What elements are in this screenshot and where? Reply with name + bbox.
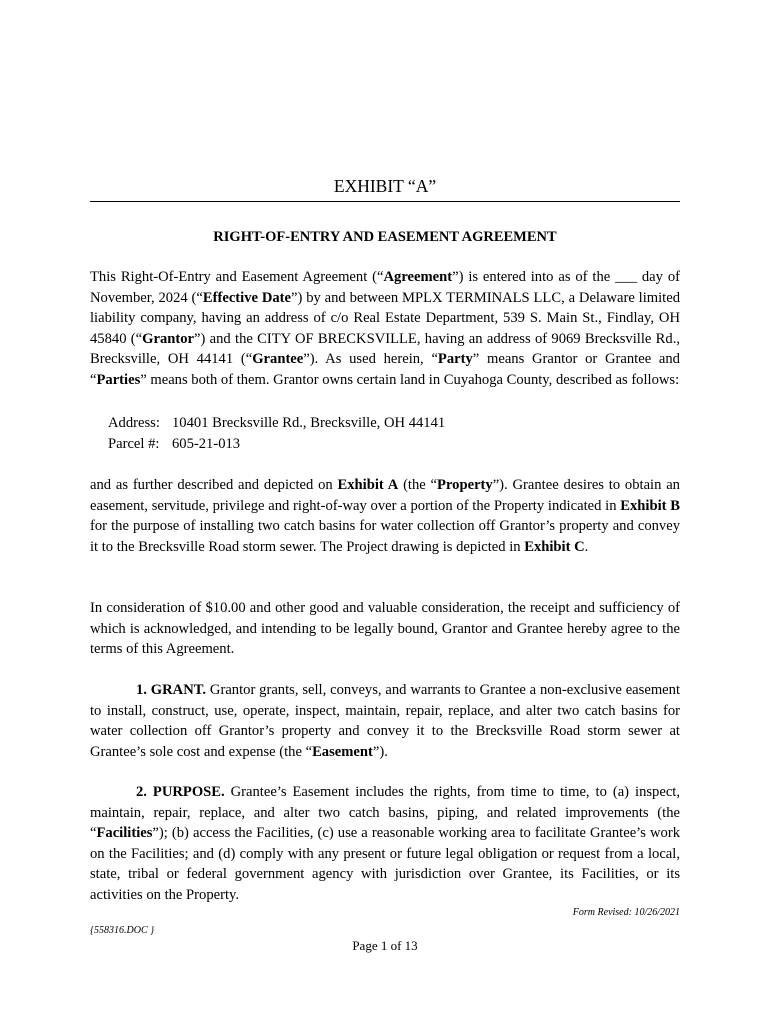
defined-term-agreement: Agreement bbox=[383, 269, 453, 285]
purpose-heading: 2. PURPOSE. bbox=[136, 784, 225, 800]
defined-term-property: Property bbox=[437, 477, 493, 493]
title-divider bbox=[90, 201, 680, 202]
defined-term-party: Party bbox=[437, 351, 473, 367]
purpose-section: 2. PURPOSE. Grantee’s Easement includes the rights, from time to time, to (a) inspect, maintain, repair, replace, and alter two catch basins, piping, and related improvements (the “Facilities”); (b) access the Facilities, (c) use a reasonable working area to facilitate Grantee’s work on the Facilities; and (d) comply with any present or future legal obligation or request from a local, state, tribal or federal government agency with jurisdiction over Grantee, its Facilities, or its activities on the Property. bbox=[90, 784, 680, 903]
defined-term-effective-date: Effective Date bbox=[202, 289, 292, 306]
defined-term-easement: Easement bbox=[312, 743, 373, 760]
exhibit-c-reference: Exhibit C bbox=[524, 538, 585, 555]
defined-term-grantor: Grantor bbox=[142, 330, 195, 347]
parcel-label: Parcel #: bbox=[108, 435, 160, 452]
form-revised-note: Form Revised: 10/26/2021 bbox=[572, 907, 680, 918]
parcel-row bbox=[108, 434, 445, 455]
exhibit-a-reference: Exhibit A bbox=[337, 477, 399, 493]
consideration-paragraph: In consideration of $10.00 and other good and valuable consideration, the receipt and sufficiency of which is acknowledged, and intending to be legally bound, Grantor and Grantee hereby agree to the terms of this Agreement. bbox=[90, 600, 680, 657]
address-value: 10401 Brecksville Rd., Brecksville, OH 44141 bbox=[172, 415, 446, 431]
exhibit-title: EXHIBIT “A” bbox=[333, 176, 437, 196]
defined-term-grantee: Grantee bbox=[252, 351, 304, 367]
agreement-title: RIGHT-OF-ENTRY AND EASEMENT AGREEMENT bbox=[213, 229, 557, 245]
address-label: Address: bbox=[108, 415, 160, 431]
defined-term-parties: Parties bbox=[96, 371, 141, 388]
intro-paragraph: This Right-Of-Entry and Easement Agreement (“Agreement”) is entered into as of the ___ day of November, 2024 (“Effective Date”) by and between MPLX TERMINALS LLC, a Delaware limited liability company, having an address of c/o Real Estate Department, 539 S. Main St., Findlay, OH 45840 (“Grantor”) and the CITY OF BRECKSVILLE, having an address of 9069 Brecksville Rd., Brecksville, OH 44141 (“Grantee”). As used herein, “Party” means Grantor or Grantee and “Parties” means both of them. Grantor owns certain land in Cuyahoga County, described as follows: bbox=[90, 269, 681, 388]
property-paragraph: and as further described and depicted on Exhibit A (the “Property”). Grantee desires to obtain an easement, servitude, privilege and right-of-way over a portion of the Property indicated in Exhibit B for the purpose of installing two catch basins for water collection off Grantor’s property and convey it to the Brecksville Road storm sewer. The Project drawing is depicted in Exhibit C. bbox=[90, 477, 680, 555]
address-row bbox=[108, 413, 445, 434]
address-block bbox=[108, 413, 445, 454]
document-reference: {558316.DOC } bbox=[90, 925, 155, 936]
defined-term-facilities: Facilities bbox=[96, 825, 153, 841]
grant-section: 1. GRANT. Grantor grants, sell, conveys, and warrants to Grantee a non-exclusive easement to install, construct, use, operate, inspect, maintain, repair, replace, and alter two catch basins for water collection off Grantor’s property and convey it to the Brecksville Road storm sewer at Grantee’s sole cost and expense (the “Easement”). bbox=[90, 682, 680, 760]
grant-heading: 1. GRANT. bbox=[136, 682, 207, 698]
parcel-value: 605-21-013 bbox=[172, 435, 241, 452]
page-number: Page 1 of 13 bbox=[352, 938, 418, 953]
exhibit-b-reference: Exhibit B bbox=[620, 497, 680, 514]
